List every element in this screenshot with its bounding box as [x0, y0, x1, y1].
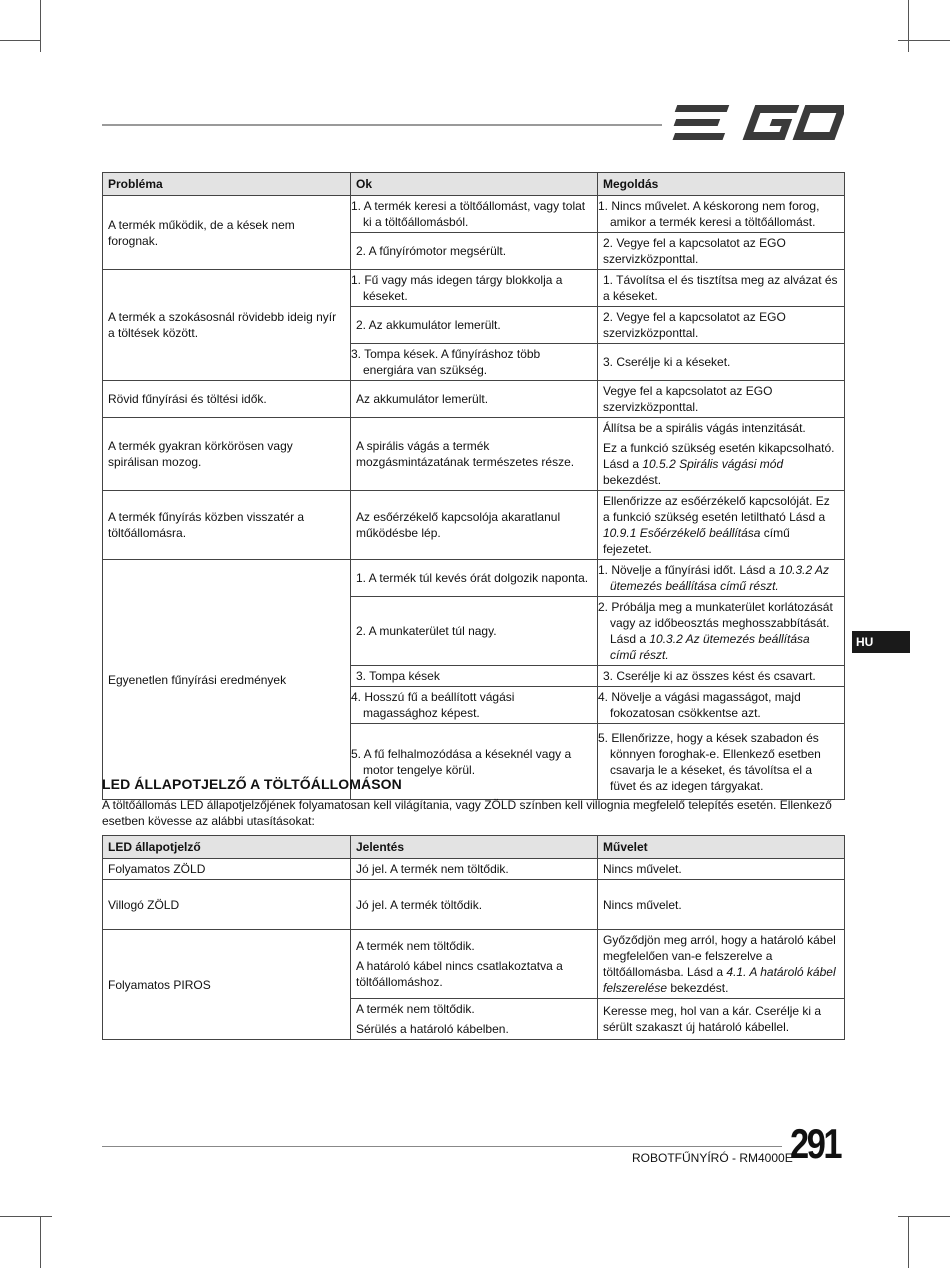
column-header-led-status: LED állapotjelző	[103, 836, 351, 859]
cause-cell: Az akkumulátor lemerült.	[351, 381, 598, 418]
table-row	[103, 381, 845, 418]
solution-cell	[598, 597, 845, 666]
solution-cell: 4. Növelje a vágási magasságot, majd fokozatosan csökkentse azt.	[598, 687, 845, 724]
solution-line	[603, 440, 839, 488]
solution-cell: Vegye fel a kapcsolatot az EGO szervizközponttal.	[598, 381, 845, 418]
solution-cell: 3. Cserélje ki a késeket.	[598, 344, 845, 381]
solution-cell: 3. Cserélje ki az összes kést és csavart.	[598, 666, 845, 687]
solution-cell	[598, 418, 845, 491]
action-cell: Nincs művelet.	[598, 880, 845, 930]
solution-cell: 5. Ellenőrizze, hogy a kések szabadon és könnyen foroghak-e. Ellenkező esetben csavarja le a késeket, és távolítsa el a füvet és az idegen tárgyakat.	[598, 724, 845, 800]
table-row	[103, 560, 845, 597]
column-header-action: Művelet	[598, 836, 845, 859]
solution-cell	[598, 491, 845, 560]
table-row	[103, 196, 845, 233]
solution-text: 2. Próbálja meg a munkaterület korlátozását vagy az időbeosztás meghosszabbítását. Lásd a	[598, 600, 833, 646]
table-row	[103, 491, 845, 560]
table-header-row	[103, 173, 845, 196]
table-row	[103, 418, 845, 491]
crop-mark	[40, 0, 41, 52]
crop-mark	[898, 1216, 950, 1217]
section-reference: 10.3.2 Az ütemezés beállítása című részt.	[610, 563, 830, 593]
problem-cell: A termék gyakran körkörösen vagy spirálisan mozog.	[103, 418, 351, 491]
cause-cell: 5. A fű felhalmozódása a késeknél vagy a motor tengelye körül.	[351, 724, 598, 800]
led-status-cell: Folyamatos ZÖLD	[103, 859, 351, 880]
footer-rule	[102, 1146, 782, 1147]
crop-mark	[0, 1216, 52, 1217]
table-row	[103, 270, 845, 307]
problem-cell: Rövid fűnyírási és töltési idők.	[103, 381, 351, 418]
section-reference: 10.3.2 Az ütemezés beállítása című részt.	[610, 632, 810, 662]
solution-cell: 2. Vegye fel a kapcsolatot az EGO szervizközponttal.	[598, 233, 845, 270]
cause-cell: 1. A termék túl kevés órát dolgozik naponta.	[351, 560, 598, 597]
solution-cell: 2. Vegye fel a kapcsolatot az EGO szervizközponttal.	[598, 307, 845, 344]
cause-cell: 1. A termék keresi a töltőállomást, vagy tolat ki a töltőállomásból.	[351, 196, 598, 233]
section-reference: 10.5.2 Spirális vágási mód	[642, 457, 784, 471]
section-reference: 10.9.1 Esőérzékelő beállítása	[603, 526, 761, 540]
column-header-solution: Megoldás	[598, 173, 845, 196]
table-row	[103, 930, 845, 999]
action-text: Győződjön meg arról, hogy a határoló kábel megfelelően van-e felszerelve a töltőállomásba. Lásd a	[603, 933, 836, 979]
section-reference: 4.1. A határoló kábel felszerelése	[603, 965, 836, 995]
page-number: 291	[790, 1120, 841, 1167]
solution-cell	[598, 560, 845, 597]
column-header-cause: Ok	[351, 173, 598, 196]
column-header-problem: Probléma	[103, 173, 351, 196]
solution-text: bekezdést.	[603, 473, 662, 487]
meaning-cell	[351, 930, 598, 999]
ego-logo	[672, 103, 844, 143]
section-title: LED ÁLLAPOTJELZŐ A TÖLTŐÁLLOMÁSON	[102, 776, 402, 792]
led-status-cell: Folyamatos PIROS	[103, 930, 351, 1040]
led-status-cell: Villogó ZÖLD	[103, 880, 351, 930]
meaning-line: A termék nem töltődik.	[356, 1002, 475, 1016]
table-header-row	[103, 836, 845, 859]
footer-product-name: ROBOTFŰNYÍRÓ - RM4000E	[632, 1151, 793, 1165]
meaning-cell: Jó jel. A termék töltődik.	[351, 880, 598, 930]
cause-cell: Az esőérzékelő kapcsolója akaratlanul működésbe lép.	[351, 491, 598, 560]
crop-mark	[908, 1216, 909, 1268]
crop-mark	[0, 40, 40, 41]
table-row	[103, 880, 845, 930]
cause-cell: 2. A munkaterület túl nagy.	[351, 597, 598, 666]
problem-cell: A termék fűnyírás közben visszatér a töltőállomásra.	[103, 491, 351, 560]
crop-mark	[908, 0, 909, 52]
section-intro: A töltőállomás LED állapotjelzőjének folyamatosan kell világítania, vagy ZÖLD színben kell villognia megfelelő telepítés esetén. Ellenkező esetben kövesse az alábbi utasításokat:	[102, 798, 832, 828]
solution-line: Állítsa be a spirális vágás intenzitását.	[603, 421, 806, 435]
crop-mark	[40, 1216, 41, 1268]
meaning-cell: Jó jel. A termék nem töltődik.	[351, 859, 598, 880]
solution-cell: 1. Nincs művelet. A késkorong nem forog, amikor a termék keresi a töltőállomást.	[598, 196, 845, 233]
cause-cell: 2. A fűnyírómotor megsérült.	[351, 233, 598, 270]
cause-cell: 3. Tompa kések. A fűnyíráshoz több energiára van szükség.	[351, 344, 598, 381]
problem-cell: A termék működik, de a kések nem forognak.	[103, 196, 351, 270]
header-rule	[102, 124, 662, 126]
problem-cell: A termék a szokásosnál rövidebb ideig nyír a töltések között.	[103, 270, 351, 381]
action-cell: Nincs művelet.	[598, 859, 845, 880]
troubleshooting-table	[102, 172, 845, 800]
language-tab: HU	[852, 631, 910, 653]
crop-mark	[898, 40, 950, 41]
meaning-line: A termék nem töltődik.	[356, 939, 475, 953]
solution-text: Ez a funkció szükség esetén kikapcsolható. Lásd a	[603, 441, 835, 471]
action-cell: Keresse meg, hol van a kár. Cserélje ki a sérült szakaszt új határoló kábellel.	[598, 999, 845, 1040]
solution-text: Ellenőrizze az esőérzékelő kapcsolóját. Ez a funkció szükség esetén letiltható Lásd a	[603, 494, 830, 524]
cause-cell: 2. Az akkumulátor lemerült.	[351, 307, 598, 344]
cause-cell: 1. Fű vagy más idegen tárgy blokkolja a késeket.	[351, 270, 598, 307]
cause-cell: 4. Hosszú fű a beállított vágási magassághoz képest.	[351, 687, 598, 724]
solution-cell: 1. Távolítsa el és tisztítsa meg az alvázat és a késeket.	[598, 270, 845, 307]
action-text: bekezdést.	[670, 981, 729, 995]
solution-text: című fejezetet.	[603, 526, 790, 556]
led-status-table	[102, 835, 845, 1040]
meaning-line: A határoló kábel nincs csatlakoztatva a töltőállomáshoz.	[356, 959, 563, 989]
cause-cell: A spirális vágás a termék mozgásmintázatának természetes része.	[351, 418, 598, 491]
meaning-line: Sérülés a határoló kábelben.	[356, 1022, 509, 1036]
column-header-meaning: Jelentés	[351, 836, 598, 859]
action-cell	[598, 930, 845, 999]
table-row	[103, 859, 845, 880]
problem-cell: Egyenetlen fűnyírási eredmények	[103, 560, 351, 800]
cause-cell: 3. Tompa kések	[351, 666, 598, 687]
meaning-cell	[351, 999, 598, 1040]
solution-text: 1. Növelje a fűnyírási időt. Lásd a	[598, 563, 776, 577]
